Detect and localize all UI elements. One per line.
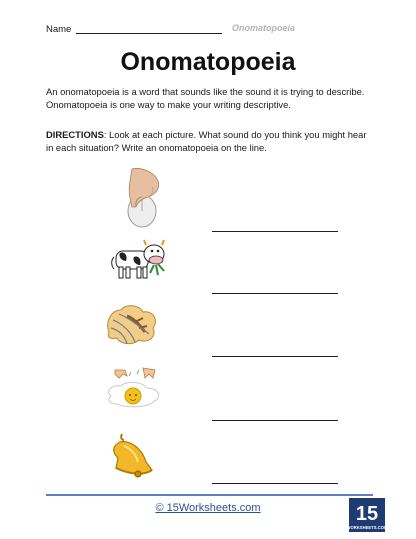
directions-label: DIRECTIONS [46, 129, 104, 140]
cracked-egg-icon [103, 366, 165, 410]
name-line [76, 33, 222, 34]
answer-line-3[interactable] [212, 356, 338, 357]
page-title: Onomatopoeia [120, 48, 296, 76]
badge-number: 15 [355, 503, 379, 525]
intro-paragraph: An onomatopoeia is a word that sounds like the sound it is trying to describe. Onomatopoeia is one way to make your writing descriptive. [46, 86, 365, 110]
footer-rule [46, 494, 373, 496]
answer-line-2[interactable] [212, 293, 338, 294]
mouse-click-hand-icon [118, 167, 170, 229]
brand-badge [347, 496, 387, 534]
header-row [46, 22, 376, 38]
directions-paragraph [46, 128, 376, 154]
badge-text: WORKSHEETS.COM [347, 525, 387, 530]
answer-line-4[interactable] [212, 420, 338, 421]
cow-icon [110, 237, 168, 281]
answer-line-1[interactable] [212, 231, 338, 232]
answer-line-5[interactable] [212, 483, 338, 484]
name-label: Name [46, 24, 72, 35]
header-topic: Onomatopoeia [232, 23, 296, 33]
wind-icon [105, 302, 161, 348]
directions-text: : Look at each picture. What sound do you think you might hear in each situation? Write an onomatopoeia on the line. [46, 129, 367, 153]
footer-link[interactable]: © 15Worksheets.com [155, 502, 261, 514]
bell-icon [108, 432, 158, 478]
